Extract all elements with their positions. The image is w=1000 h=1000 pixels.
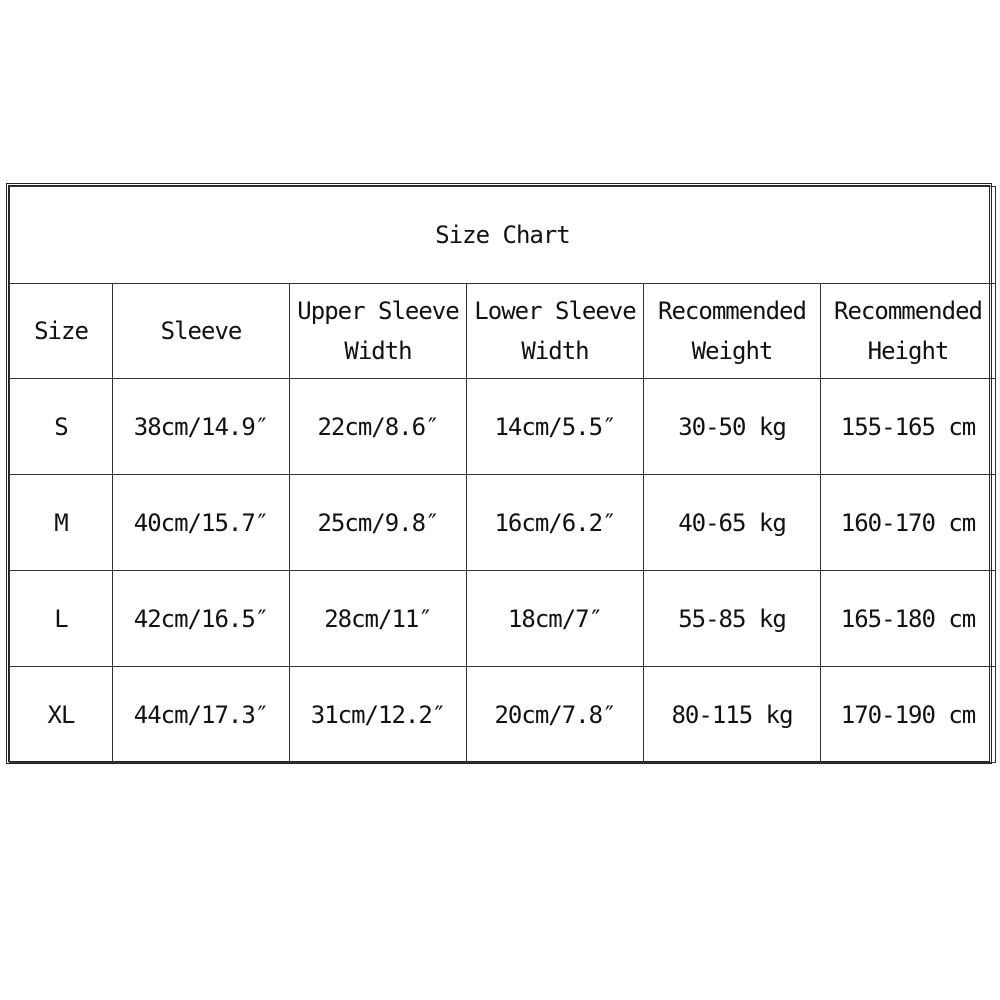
- header-row: [10, 284, 996, 379]
- header-upper-line-2: Width: [344, 337, 412, 365]
- cell-sleeve: 38cm/14.9″: [113, 379, 290, 475]
- header-size-line: Size: [34, 317, 88, 345]
- cell-size: XL: [10, 667, 113, 763]
- cell-recommended-height: 170-190 cm: [821, 667, 996, 763]
- header-sleeve: [113, 284, 290, 379]
- cell-lower-sleeve-width: 14cm/5.5″: [467, 379, 644, 475]
- header-size: [10, 284, 113, 379]
- header-lower-sleeve-width: [467, 284, 644, 379]
- cell-upper-sleeve-width: 28cm/11″: [290, 571, 467, 667]
- cell-recommended-weight: 80-115 kg: [644, 667, 821, 763]
- cell-recommended-height: 165-180 cm: [821, 571, 996, 667]
- cell-recommended-height: 160-170 cm: [821, 475, 996, 571]
- header-lower-line-2: Width: [521, 337, 589, 365]
- header-upper-line-1: Upper Sleeve: [297, 297, 459, 325]
- cell-recommended-weight: 55-85 kg: [644, 571, 821, 667]
- header-height-line-2: Height: [867, 337, 949, 365]
- header-sleeve-line: Sleeve: [160, 317, 242, 345]
- header-weight-line-2: Weight: [691, 337, 773, 365]
- header-height-line-1: Recommended: [834, 297, 982, 325]
- cell-size: L: [10, 571, 113, 667]
- header-weight-line-1: Recommended: [658, 297, 806, 325]
- cell-recommended-weight: 40-65 kg: [644, 475, 821, 571]
- size-chart: [6, 183, 992, 764]
- header-recommended-weight: [644, 284, 821, 379]
- cell-sleeve: 40cm/15.7″: [113, 475, 290, 571]
- cell-lower-sleeve-width: 20cm/7.8″: [467, 667, 644, 763]
- cell-size: M: [10, 475, 113, 571]
- cell-recommended-weight: 30-50 kg: [644, 379, 821, 475]
- chart-title: Size Chart: [10, 187, 996, 284]
- cell-size: S: [10, 379, 113, 475]
- cell-upper-sleeve-width: 22cm/8.6″: [290, 379, 467, 475]
- table-row: [10, 379, 996, 475]
- table-row: [10, 571, 996, 667]
- header-recommended-height: [821, 284, 996, 379]
- title-row: [10, 187, 996, 284]
- size-chart-table: [9, 186, 996, 763]
- cell-lower-sleeve-width: 16cm/6.2″: [467, 475, 644, 571]
- table-row: [10, 667, 996, 763]
- cell-recommended-height: 155-165 cm: [821, 379, 996, 475]
- cell-lower-sleeve-width: 18cm/7″: [467, 571, 644, 667]
- cell-upper-sleeve-width: 25cm/9.8″: [290, 475, 467, 571]
- header-lower-line-1: Lower Sleeve: [474, 297, 636, 325]
- cell-upper-sleeve-width: 31cm/12.2″: [290, 667, 467, 763]
- cell-sleeve: 44cm/17.3″: [113, 667, 290, 763]
- table-row: [10, 475, 996, 571]
- header-upper-sleeve-width: [290, 284, 467, 379]
- cell-sleeve: 42cm/16.5″: [113, 571, 290, 667]
